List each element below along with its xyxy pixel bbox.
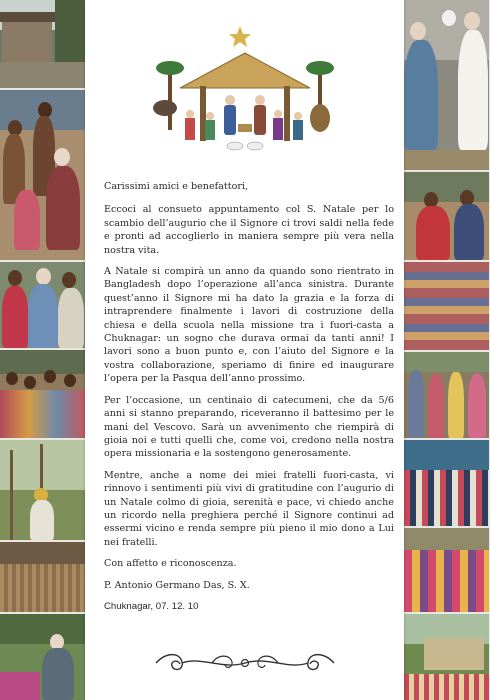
photo-women-crowd	[404, 528, 489, 612]
letter-closing: Con affetto e riconoscenza.	[104, 558, 237, 570]
photo-elderly-man-seated	[0, 614, 85, 700]
photo-village-school	[404, 614, 489, 700]
letter-paragraph: A Natale si compirà un anno da quando sono rientrato in Bangladesh dopo l’operazione all’anca sinistra. Durante quest’anno il Signore mi ha dato la grazia e la forza di intraprendere finalmente i lavori di costruzione della chiesa e della scuola nella missione tra i fuori-casta a Chuknagar: un sogno che durava ormai da tanti anni! I lavori sono a buon punto e, con l’aiuto del Signore e la vostra collaborazione, speriamo di finire ed inaugurare l’opera per la Pasqua dell’anno prossimo.	[104, 266, 394, 385]
photo-villagers-group	[404, 352, 489, 438]
photo-women-celebration	[404, 172, 489, 260]
right-photo-column	[404, 0, 489, 700]
nativity-scene-icon	[150, 18, 340, 158]
photo-classroom	[404, 262, 489, 350]
left-photo-column	[0, 0, 85, 700]
photo-hut-construction	[0, 542, 85, 612]
letter-signature: P. Antonio Germano Das, S. X.	[104, 579, 250, 591]
letter-place-date: Chuknagar, 07. 12. 10	[104, 600, 199, 612]
photo-priests-blessing	[404, 0, 489, 170]
decorative-scroll-ornament	[152, 650, 338, 676]
photo-workers-bamboo	[0, 440, 85, 540]
photo-crowd-children	[0, 350, 85, 438]
letter-paragraph: Eccoci al consueto appuntamento col S. Natale per lo scambio dell’augurio che il Signore ci trovi saldi nella fede e pronti ad accoglierlo in maniera sempre più vera nella nostra vita.	[104, 204, 394, 256]
letter-paragraph: Per l’occasione, un centinaio di catecumeni, che da 5/6 anni si stanno preparando, riceveranno il battesimo per le mani del Vescovo. Sarà un avvenimento che riempirà di gioia noi e tutti quelli che, come voi, credono nella nostra opera missionaria e la sostengono generosamente.	[104, 394, 394, 460]
letter-body	[104, 180, 394, 621]
photo-children-group	[0, 90, 85, 260]
photo-crowd-at-church	[404, 440, 489, 526]
photo-village-houses	[0, 0, 85, 88]
letter-paragraph: Mentre, anche a nome dei miei fratelli fuori-casta, vi rinnovo i sentimenti più vivi di gratitudine con l’augurio di un Natale colmo di gioia, serenità e pace, vi chiedo anche un ricordo nella preghiera perché il Signore continui ad essermi vicino e renda sempre più pieno il mio dono a Lui nei fratelli.	[104, 469, 394, 548]
letter-salutation: Carissimi amici e benefattori,	[104, 181, 249, 192]
photo-group-portrait	[0, 262, 85, 348]
